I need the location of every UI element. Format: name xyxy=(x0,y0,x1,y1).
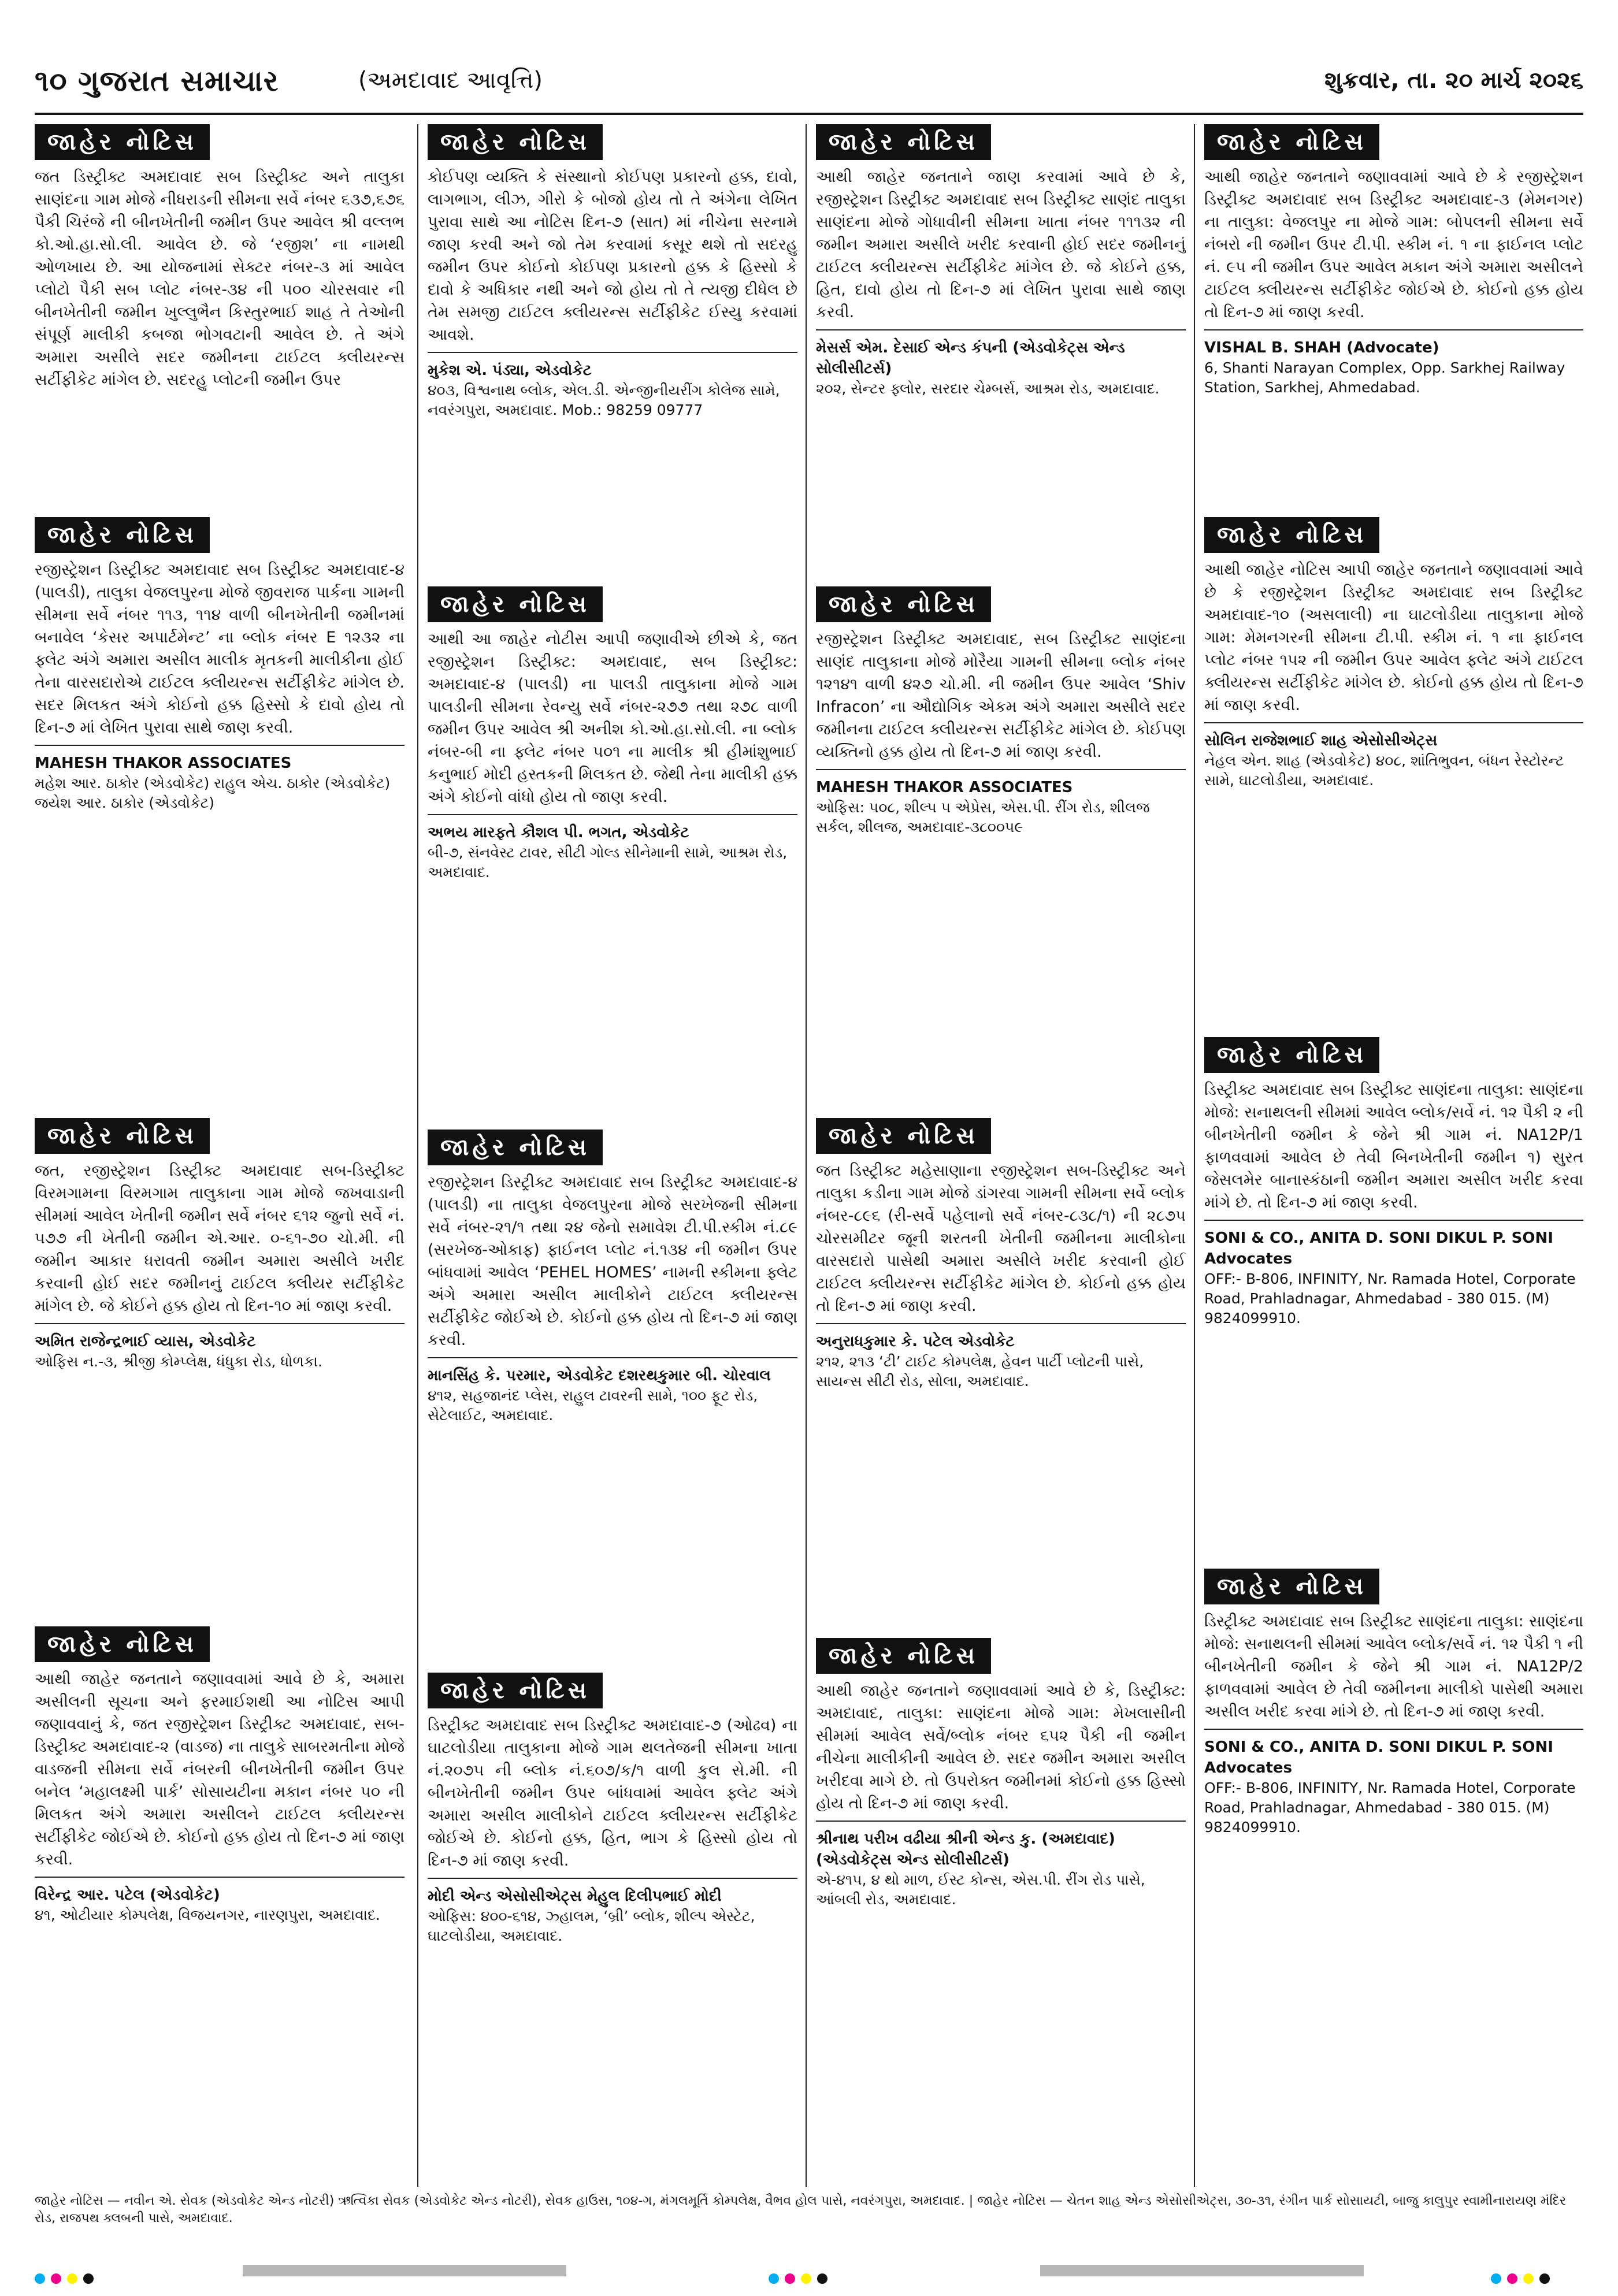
notice-body: આથી જાહેર જનતાને જણાવવામાં આવે છે કે, ડિસ્ટ્રીક્ટ: અમદાવાદ, તાલુકા: સાણંદના મોજે ગામ: મેખલાસીની સીમમાં આવેલ સર્વે/બ્લોક નંબર ૬૫૨ પૈકી ની જમીન નીચેના માલીકીની આવેલ છે. સદર જમીન અમારા અસીલ ખરીદવા માગે છે. તો ઉપરોક્ત જમીનમાં કોઈનો હક્ક હિસ્સો હોય તો દિન-૭ માં જાણ કરવી. xyxy=(816,1682,1186,1812)
yellow-dot xyxy=(67,2273,77,2284)
notice-title: જાહેર નોટિસ xyxy=(35,517,210,553)
black-dot xyxy=(83,2273,94,2284)
notice-address: ૪૧૨, સહજાનંદ પ્લેસ, રાહુલ ટાવરની સામે, ૧૦૦ ફૂટ રોડ, સેટેલાઈટ, અમદાવાદ. xyxy=(428,1387,758,1424)
notice-signature xyxy=(816,769,1186,837)
notice-address: ૩૦-૩૧, રંગીન પાર્ક સોસાયટી, બાજુ કાલુપુર સ્વામીનારાયણ મંદિર રોડ, રાજપથ ક્લબની પાસે, અમદાવાદ. xyxy=(35,2194,1567,2226)
notice-firm: ચેતન શાહ એન્ડ એસોસીએટ્સ xyxy=(1066,2194,1228,2208)
notice-body: ડિસ્ટ્રીક્ટ અમદાવાદ સબ ડિસ્ટ્રીક્ટ અમદાવાદ-૭ (ઓઢવ) ના ઘાટલોડીયા તાલુકાના મોજે ગામ થલતેજની સીમના ખાતા નં.૨૦૭૫ ની બ્લોક નં.૬૦૭/ક/૧ વાળી કુલ સે.મી. ની બીનખેતીની જમીન ઉપર બાંધવામાં આવેલ ફ્લેટ અંગે અમારા અસીલ માલીકોને ટાઈટલ ક્લીયરન્સ સર્ટીફીકેટ જોઈએ છે. કોઈનો હક્ક, હિત, ભાગ કે હિસ્સો હોય તો દિન-૭ માં જાણ કરવી. xyxy=(428,1717,797,1870)
notice-address: ૨૧૨, ૨૧૩ ‘ટી’ ટાઈટ કોમ્પલેક્ષ, હેવન પાર્ટી પ્લોટની પાસે, સાયન્સ સીટી રોડ, સોલા, અમદાવાદ. xyxy=(816,1353,1144,1390)
masthead-rule xyxy=(35,113,1583,115)
notice-firm: મેસર્સ એમ. દેસાઈ એન્ડ કંપની (એડવોકેટ્સ એન્ડ સોલીસીટર્સ) xyxy=(816,339,1125,377)
column-divider xyxy=(806,124,807,2187)
notice-12 xyxy=(816,1638,1186,2181)
notice-title: જાહેર નોટિસ xyxy=(35,2194,103,2208)
notice-address: 6, Shanti Narayan Complex, Opp. Sarkhej Railway Station, Sarkhej, Ahmedabad. xyxy=(1204,359,1565,396)
notice-14 xyxy=(1204,517,1583,1014)
notice-firm: અભય મારફતે કૌશલ પી. ભગત, એડવોકેટ xyxy=(428,824,689,841)
cyan-dot xyxy=(1491,2273,1501,2284)
notice-title: જાહેર નોટિસ xyxy=(35,1626,210,1662)
notice-5 xyxy=(428,124,797,563)
notice-body: કોઈપણ વ્યક્તિ કે સંસ્થાનો કોઈપણ પ્રકારનો હક્ક, દાવો, લાગભાગ, લીઝ, ગીરો કે બોજો હોય તો તે અંગેના લેખિત પુરાવા સાથે આ નોટિસ દિન-૭ (સાત) માં નીચેના સરનામે જાણ કરવી અને જો તેમ કરવામાં કસૂર થશે તો સદરહુ જમીન ઉપર કોઈનો કોઈપણ પ્રકારનો હક્ક કે હિસ્સો કે દાવો કે અધિકાર નથી અને જો હોય તો તે ત્યજી દીધેલ છે તેમ સમજી ટાઈટલ ક્લીયરન્સ સર્ટીફીકેટ ઈસ્યુ કરવામાં આવશે. xyxy=(428,168,797,344)
notice-firm: મોદી એન્ડ એસોસીએટ્સ મેહુલ દિલીપભાઈ મોદી xyxy=(428,1888,722,1905)
yellow-dot xyxy=(1523,2273,1534,2284)
notice-13 xyxy=(1204,124,1583,494)
notice-title: જાહેર નોટિસ xyxy=(816,1118,991,1154)
registration-dots-left xyxy=(35,2273,99,2285)
notice-signature xyxy=(428,814,797,882)
notice-signature xyxy=(428,352,797,420)
notice-3 xyxy=(35,1118,404,1603)
notice-title: જાહેર નોટિસ xyxy=(816,586,991,622)
notice-body: જત ડિસ્ટ્રીક્ટ અમદાવાદ સબ ડિસ્ટ્રીક્ટ અને તાલુકા સાણંદના ગામ મોજે નીધરાડની સીમના સર્વે નંબર ૬૩૭,૬૭૬ પૈકી ચિરંજે ની બીનખેતીની જમીન ઉપર આવેલ શ્રી વલ્લભ કો.ઓ.હા.સો.લી. આવેલ છે. જે ‘રજીશ’ ના નામથી ઓળખાય છે. આ યોજનામાં સેક્ટર નંબર-૩ માં આવેલ પ્લોટો પૈકી સબ પ્લોટ નંબર-૩૪ ની ૫૦૦ ચોરસવાર ની બીનખેતીની જમીન ખુલ્લુભૈન કિસ્તુરભાઈ શાહ તે તેઓની સંપૂર્ણ માલીકી કબજા ભોગવટાની આવેલ છે. તે અંગે અમારા અસીલે સદર જમીનના ટાઈટલ ક્લીયરન્સ સર્ટીફીકેટ માંગેલ છે. સદરહુ પ્લોટની જમીન ઉપર xyxy=(35,168,404,389)
black-dot xyxy=(817,2273,827,2284)
notice-firm: વિરેન્દ્ર આર. પટેલ (એડવોકેટ) xyxy=(35,1886,220,1904)
notice-firm: મુકેશ એ. પંડ્યા, એડવોકેટ xyxy=(428,362,592,379)
registration-dots-right xyxy=(1491,2273,1556,2285)
notice-firm: અમિત રાજેન્દ્રભાઈ વ્યાસ, એડવોકેટ xyxy=(35,1333,256,1350)
notice-signature xyxy=(1204,1729,1583,1837)
magenta-dot xyxy=(51,2273,61,2284)
notices-grid xyxy=(35,124,1583,2187)
column-divider xyxy=(1194,124,1195,2187)
newspaper-brand: ૧૦ ગુજરાત સમાચાર xyxy=(35,64,279,98)
notice-signature xyxy=(428,1878,797,1946)
footer-notices-strip: જાહેર નોટિસ — નવીન એ. સેવક (એડવોકેટ એન્ડ નોટરી) ઋત્વિકા સેવક (એડવોકેટ એન્ડ નોટરી), સેવક હાઉસ, ૧૦૪-ગ, મંગલમૂર્તિ કોમ્પલેક્ષ, વૈભવ હોલ પાસે, નવરંગપુરા, અમદાવાદ. | જાહેર નોટિસ — ચેતન શાહ એન્ડ એસોસીએટ્સ, ૩૦-૩૧, રંગીન પાર્ક સોસાયટી, બાજુ કાલુપુર સ્વામીનારાયણ મંદિર રોડ, રાજપથ ક્લબની પાસે, અમદાવાદ. xyxy=(35,2194,1567,2226)
notice-1 xyxy=(35,124,404,494)
notice-signature xyxy=(1204,722,1583,790)
column-2 xyxy=(428,124,797,2187)
notice-address: બી-૭, સંનવેસ્ટ ટાવર, સીટી ગોલ્ડ સીનેમાની સામે, આશ્રમ રોડ, અમદાવાદ. xyxy=(428,844,788,880)
notice-title: જાહેર નોટિસ xyxy=(816,124,991,160)
notice-signature xyxy=(816,1821,1186,1909)
notice-11 xyxy=(816,1118,1186,1615)
notice-9 xyxy=(816,124,1186,563)
notice-address: એ-૪૧૫, ૪ થો માળ, ઈસ્ટ કોન્સ, એસ.પી. રીંગ રોડ પાસે, આંબલી રોડ, અમદાવાદ. xyxy=(816,1871,1145,1908)
notice-address: ૨૦૨, સેન્ટર ફ્લોર, સરદાર ચેમ્બર્સ, આશ્રમ રોડ, અમદાવાદ. xyxy=(816,380,1160,397)
notice-address: સેવક હાઉસ, ૧૦૪-ગ, મંગલમૂર્તિ કોમ્પલેક્ષ, વૈભવ હોલ પાસે, નવરંગપુરા, અમદાવાદ. xyxy=(545,2194,965,2208)
notice-body: આથી જાહેર નોટિસ આપી જાહેર જનતાને જણાવવામાં આવે છે કે રજીસ્ટ્રેશન ડિસ્ટ્રીક્ટ અમદાવાદ સબ ડિસ્ટ્રીક્ટ અમદાવાદ-૧૦ (અસલાલી) ના ઘાટલોડીયા તાલુકાના મોજે ગામ: મેમનગરની સીમના ટી.પી. સ્કીમ નં. ૧ ના ફાઈનલ પ્લોટ નંબર ૧૫૨ ની જમીન ઉપર આવેલ ફ્લેટ અંગે ટાઈટલ ક્લીયરન્સ સર્ટીફીકેટ માંગેલ છે. કોઈનો હક્ક હોય તો દિન-૭ માં જાણ કરવી. xyxy=(1204,561,1583,714)
issue-date: શુક્રવાર, તા. ૨૦ માર્ચ ૨૦૨૬ xyxy=(1324,67,1583,94)
notice-title: જાહેર નોટિસ xyxy=(1204,1569,1379,1604)
notice-address: નેહલ એન. શાહ (એડવોકેટ) ૪૦૮, શાંતિભુવન, બંધન રેસ્ટોરન્ટ સામે, ઘાટલોડીયા, અમદાવાદ. xyxy=(1204,752,1564,789)
notice-address: ૪૧, ઓટીયાર કોમ્પલેક્ષ, વિજયનગર, નારણપુરા, અમદાવાદ. xyxy=(35,1907,380,1923)
notice-signature xyxy=(428,1357,797,1425)
registration-dots-center xyxy=(769,2273,833,2285)
notice-signature xyxy=(35,1323,404,1372)
notice-body: આથી જાહેર જનતાને જણાવવામાં આવે છે કે, અમારા અસીલની સૂચના અને ફરમાઈશથી આ નોટિસ આપી જણાવવાનું કે, જત રજીસ્ટ્રેશન ડિસ્ટ્રીક્ટ અમદાવાદ, સબ-ડિસ્ટ્રીક્ટ અમદાવાદ-૨ (વાડજ) ના તાલુકે સાબરમતીના મોજે વાડજની સીમના સર્વે નંબરની બીનખેતીની જમીન ઉપર બનેલ ‘મહાલક્ષ્મી પાર્ક’ સોસાયટીના મકાન નંબર ૫૦ ની મિલકત અંગે અમારા અસીલને ટાઈટલ ક્લીયરન્સ સર્ટીફીકેટ જોઈએ છે. કોઈનો હક્ક હોય તો દિન-૭ માં જાણ કરવી. xyxy=(35,1670,404,1868)
notice-firm: નવીન એ. સેવક (એડવોકેટ એન્ડ નોટરી) ઋત્વિકા સેવક (એડવોકેટ એન્ડ નોટરી) xyxy=(124,2194,537,2208)
notice-title: જાહેર નોટિસ xyxy=(1204,124,1379,160)
notice-address: ઓફિસ: ૫૦૮, શીલ્પ ૫ એપ્રેસ, એસ.પી. રીંગ રોડ, શીલજ સર્કલ, શીલજ, અમદાવાદ-૩૮૦૦૫૯ xyxy=(816,799,1150,835)
notice-7 xyxy=(428,1130,797,1649)
column-1 xyxy=(35,124,404,2187)
notice-address: ૪૦૩, વિશ્વનાથ બ્લોક, એલ.ડી. એન્જીનીયરીંગ કોલેજ સામે, નવરંગપુરા, અમદાવાદ. Mob.: 98259 09777 xyxy=(428,382,780,418)
notice-firm: VISHAL B. SHAH (Advocate) xyxy=(1204,339,1439,356)
magenta-dot xyxy=(1507,2273,1517,2284)
column-4 xyxy=(1204,124,1583,2187)
masthead xyxy=(35,64,1583,110)
notice-signature xyxy=(35,745,404,813)
notice-body: ડિસ્ટ્રીક્ટ અમદાવાદ સબ ડિસ્ટ્રીક્ટ સાણંદના તાલુકા: સાણંદના મોજે: સનાથલની સીમમાં આવેલ બ્લોક/સર્વે નં. ૧૨ પૈકી ૧ ની બીનખેતીની જમીન કે જેને શ્રી ગામ નં. NA12P/2 ફાળવવામાં આવેલ છે તેવી જમીનના માલીકો પાસેથી અમારા અસીલ ખરીદ કરવા માંગે છે. તો દિન-૭ માં જાણ કરવી. xyxy=(1204,1613,1583,1721)
black-dot xyxy=(1539,2273,1550,2284)
notice-title: જાહેર નોટિસ xyxy=(428,1130,603,1165)
notice-title: જાહેર નોટિસ xyxy=(1204,1037,1379,1073)
cyan-dot xyxy=(769,2273,779,2284)
column-divider xyxy=(417,124,418,2187)
notice-body: રજીસ્ટ્રેશન ડિસ્ટ્રીક્ટ અમદાવાદ સબ ડિસ્ટ્રીક્ટ અમદાવાદ-૪ (પાલડી) ના તાલુકા વેજલપુરના મોજે સરખેજની સીમના સર્વે નંબર-૨૧/૧ તથા ૨૪ જેનો સમાવેશ ટી.પી.સ્કીમ નં.૮૯ (સરખેજ-ઓકાફ) ફાઈનલ પ્લોટ નં.૧૩૪ ની જમીન ઉપર બાંધવામાં આવેલ ‘PEHEL HOMES’ નામની સ્કીમના ફ્લેટ અંગે અમારા અસીલ માલીકોને ટાઈટલ ક્લીયરન્સ સર્ટીફીકેટ જોઈએ છે. કોઈનો હક્ક હોય તો દિન-૭ માં જાણ કરવી. xyxy=(428,1173,797,1349)
gray-bar xyxy=(1040,2265,1364,2276)
notice-address: OFF:- B-806, INFINITY, Nr. Ramada Hotel, Corporate Road, Prahladnagar, Ahmedabad - 380 015. (M) 9824099910. xyxy=(1204,1779,1576,1836)
notice-address: OFF:- B-806, INFINITY, Nr. Ramada Hotel, Corporate Road, Prahladnagar, Ahmedabad - 380 015. (M) 9824099910. xyxy=(1204,1270,1576,1327)
notice-signature xyxy=(1204,1220,1583,1328)
notice-title: જાહેર નોટિસ xyxy=(35,124,210,160)
notice-firm: SONI & CO., ANITA D. SONI DIKUL P. SONI Advocates xyxy=(1204,1229,1553,1268)
edition-label: (અમદાવાદ આવૃત્તિ) xyxy=(358,67,543,94)
notice-firm: શ્રીનાથ પરીખ વઢીયા શ્રીની એન્ડ કુ. (અમદાવાદ) (એડવોકેટ્સ એન્ડ સોલીસીટર્સ) xyxy=(816,1830,1115,1868)
notice-signature xyxy=(1204,329,1583,397)
notice-firm: અનુરાધકુમાર કે. પટેલ એડવોકેટ xyxy=(816,1333,1015,1350)
magenta-dot xyxy=(785,2273,795,2284)
notice-firm: માનસિંહ કે. પરમાર, એડવોકેટ દશરથકુમાર બી. ચોરવાલ xyxy=(428,1367,771,1384)
notice-address: મહેશ આર. ઠાકોર (એડવોકેટ) રાહુલ એચ. ઠાકોર (એડવોકેટ) જયેશ આર. ઠાકોર (એડવોકેટ) xyxy=(35,775,391,811)
notice-body: આથી જાહેર જનતાને જાણ કરવામાં આવે છે કે, રજીસ્ટ્રેશન ડિસ્ટ્રીક્ટ અમદાવાદ સબ ડિસ્ટ્રીક્ટ સાણંદ તાલુકા સાણંદના મોજે ગોધાવીની સીમના ખાતા નંબર ૧૧૧૩૨ ની જમીન અમારા અસીલે ખરીદ કરવાની હોઈ સદર જમીનનું ટાઈટલ ક્લીયરન્સ સર્ટીફીકેટ માંગેલ છે. જે કોઈને હક્ક, હિત, દાવો હોય તો દિન-૭ માં લેખિત પુરાવા સાથે જાણ કરવી. xyxy=(816,168,1186,321)
yellow-dot xyxy=(801,2273,811,2284)
notice-body: ડિસ્ટ્રીક્ટ અમદાવાદ સબ ડિસ્ટ્રીક્ટ સાણંદના તાલુકા: સાણંદના મોજે: સનાથલની સીમમાં આવેલ બ્લોક/સર્વે નં. ૧૨ પૈકી ૨ ની બીનખેતીની જમીન કે જેને શ્રી ગામ નં. NA12P/1 ફાળવવામાં આવેલ છે તેવી બિનખેતીની જમીન ૧) સુરત જેસલમેર બાનાસ્કંઠાની જમીન અમારા અસીલ ખરીદ કરવા માંગે છે. તો દિન-૭ માં જાણ કરવી. xyxy=(1204,1081,1583,1212)
notice-15 xyxy=(1204,1037,1583,1545)
notice-10 xyxy=(816,586,1186,1095)
notice-body: રજીસ્ટ્રેશન ડિસ્ટ્રીક્ટ અમદાવાદ સબ ડિસ્ટ્રીક્ટ અમદાવાદ-૪ (પાલડી), તાલુકા વેજલપુરના મોજે જીવરાજ પાર્કના ગામની સીમના સર્વે નંબર ૧૧૩, ૧૧૪ વાળી બીનખેતીની જમીનમાં બનાવેલ ‘કેસર અપાર્ટમેન્ટ’ ના બ્લોક નંબર E ૧૨૩૨ ના ફ્લેટ અંગે અમારા અસીલ માલીક મૃતકની માલીકીના હોઈ તેના વારસદારોએ ટાઈટલ ક્લીયરન્સ સર્ટીફીકેટ માંગેલ છે. સદર મિલકત અંગે કોઈનો હક્ક હિસ્સો કે દાવો હોય તો દિન-૭ માં લેખિત પુરાવા સાથે જાણ કરવી. xyxy=(35,561,404,737)
notice-title: જાહેર નોટિસ xyxy=(816,1638,991,1674)
notice-firm: MAHESH THAKOR ASSOCIATES xyxy=(35,755,292,772)
notice-address: ઓફિસ: ૪૦૦-૬૧૪, ઝ્હાલમ, ‘બ્રી’ બ્લોક, શીલ્પ એસ્ટેટ, ઘાટલોડીયા, અમદાવાદ. xyxy=(428,1908,755,1944)
notice-title: જાહેર નોટિસ xyxy=(428,586,603,622)
notice-16 xyxy=(1204,1569,1583,2181)
notice-signature xyxy=(35,1877,404,1925)
notice-2 xyxy=(35,517,404,1095)
notice-body: જત ડિસ્ટ્રીક્ટ મહેસાણાના રજીસ્ટ્રેશન સબ-ડિસ્ટ્રીક્ટ અને તાલુકા કડીના ગામ મોજે ડાંગરવા ગામની સીમના સર્વે બ્લોક નંબર-૮૯૬ (રી-સર્વે પહેલાનો સર્વે નંબર-૮૩૮/૧) ની ૨૮૭૫ ચોરસમીટર જૂની શરતની ખેતીની જમીનના માલીકોના વારસદારો પાસેથી અમારા અસીલે ખરીદ કરવાની હોઈ ટાઈટલ ક્લીયરન્સ સર્ટીફીકેટ માંગેલ છે. કોઈનો હક્ક હોય તો દિન-૭ માં જાણ કરવી. xyxy=(816,1162,1186,1315)
notice-title: જાહેર નોટિસ xyxy=(35,1118,210,1154)
gray-bar xyxy=(243,2265,566,2276)
notice-body: આથી જાહેર જનતાને જણાવવામાં આવે છે કે રજીસ્ટ્રેશન ડિસ્ટ્રીક્ટ અમદાવાદ સબ ડિસ્ટ્રીક્ટ અમદાવાદ-૩ (મેમનગર) ના તાલુકા: વેજલપુર ના મોજે ગામ: બોપલની સીમના સર્વે નંબરો ની જમીન ઉપર ટી.પી. સ્કીમ નં. ૧ ના ફાઈનલ પ્લોટ નં. ૯૫ ની જમીન ઉપર આવેલ મકાન અંગે અમારા અસીલને ટાઈટલ ક્લીયરન્સ સર્ટીફીકેટ જોઈએ છે. કોઈનો હક્ક હોય તો દિન-૭ માં જાણ કરવી. xyxy=(1204,168,1583,321)
notice-signature xyxy=(816,1323,1186,1391)
cyan-dot xyxy=(35,2273,45,2284)
notice-firm: MAHESH THAKOR ASSOCIATES xyxy=(816,779,1073,796)
notice-8 xyxy=(428,1673,797,2181)
notice-body: આથી આ જાહેર નોટીસ આપી જણાવીએ છીએ કે, જત રજીસ્ટ્રેશન ડિસ્ટ્રીક્ટ: અમદાવાદ, સબ ડિસ્ટ્રીક્ટ: અમદાવાદ-૪ (પાલડી) ના પાલડી તાલુકાના મોજે ગામ પાલડીની સીમના રેવન્યુ સર્વે નંબર-૨૭૭ તથા ૨૭૮ વાળી જમીન ઉપર આવેલ શ્રી અનીશ કો.ઓ.હા.સો.લી. ના બ્લોક નંબર-બી ના ફ્લેટ નંબર ૫૦૧ ના માલીક શ્રી હીમાંશુભાઈ કનુભાઈ મોદી હસ્તકની મિલકત છે. જેથી તેના માલીકી હક્ક અંગે કોઈનો વાંધો હોય તો જાણ કરવી. xyxy=(428,630,797,806)
notice-firm: સોલિન રાજેશભાઈ શાહ એસોસીએટ્સ xyxy=(1204,732,1438,749)
notice-title: જાહેર નોટિસ xyxy=(428,124,603,160)
notice-body: રજીસ્ટ્રેશન ડિસ્ટ્રીક્ટ અમદાવાદ, સબ ડિસ્ટ્રીક્ટ સાણંદના સાણંદ તાલુકાના મોજે મોરૈયા ગામની સીમના બ્લોક નંબર ૧૨૧૪૧ વાળી ૪૨૭ ચો.મી. ની જમીન ઉપર આવેલ ‘Shiv Infracon’ ના ઔદ્યોગિક એકમ અંગે અમારા અસીલે સદર જમીનના ટાઈટલ ક્લીયરન્સ સર્ટીફીકેટ માંગેલ છે. કોઈપણ વ્યક્તિનો હક્ક હોય તો દિન-૭ માં જાણ કરવી. xyxy=(816,630,1186,761)
notice-signature xyxy=(816,329,1186,399)
notice-6 xyxy=(428,586,797,1106)
notice-firm: SONI & CO., ANITA D. SONI DIKUL P. SONI Advocates xyxy=(1204,1738,1553,1777)
notice-title: જાહેર નોટિસ xyxy=(977,2194,1046,2208)
column-3 xyxy=(816,124,1186,2187)
notice-address: ઓફિસ ન.-૩, શ્રીજી કોમ્પ્લેક્ષ, ધંધુકા રોડ, ધોળકા. xyxy=(35,1353,322,1370)
notice-4 xyxy=(35,1626,404,2181)
notice-body: જત, રજીસ્ટ્રેશન ડિસ્ટ્રીક્ટ અમદાવાદ સબ-ડિસ્ટ્રીક્ટ વિરમગામના વિરમગામ તાલુકાના ગામ મોજે જખવાડાની સીમમાં આવેલ ખેતીની જમીન સર્વે નંબર ૬૧૨ જુનો સર્વે નં. ૫૭૭ ની ખેતીની જમીન એ.આર. ૦-૬૧-૭૦ ચો.મી. ની જમીન આકાર ધરાવતી જમીન અમારા અસીલે ખરીદ કરવાની હોઈ સદર જમીનનું ટાઈટલ ક્લીયર સર્ટીફીકેટ માંગેલ છે. જે કોઈને હક્ક હોય તો દિન-૧૦ માં જાણ કરવી. xyxy=(35,1162,404,1315)
notice-title: જાહેર નોટિસ xyxy=(428,1673,603,1708)
notice-title: જાહેર નોટિસ xyxy=(1204,517,1379,553)
